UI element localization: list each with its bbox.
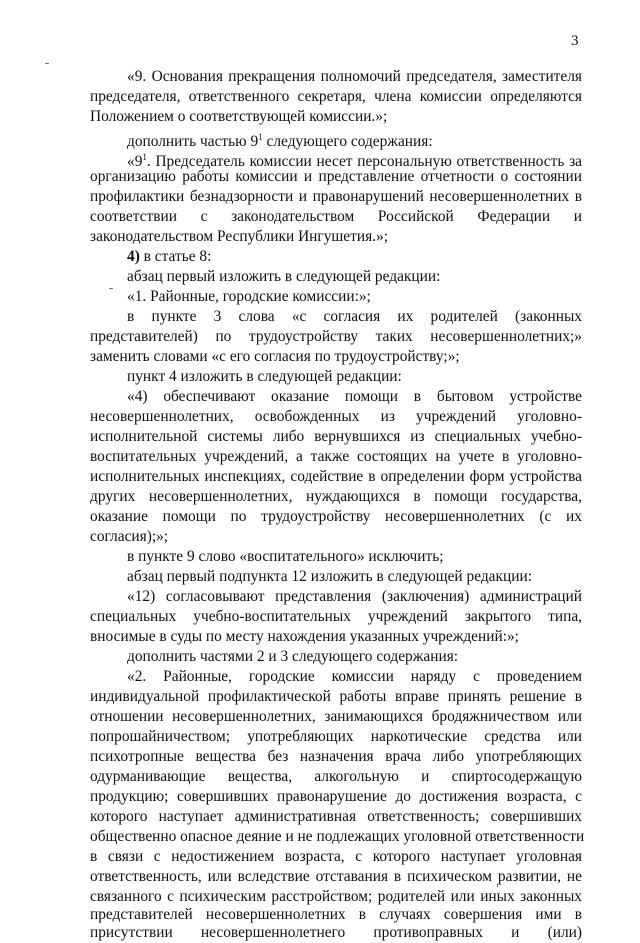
document-line	[90, 867, 582, 887]
document-line	[90, 923, 582, 943]
document-line	[90, 447, 582, 467]
line-text-continuation: в статье 8:	[139, 248, 212, 265]
document-line	[127, 307, 582, 327]
line-text: исполнительной системы либо вернувшихся из специальных учебно-	[90, 428, 582, 445]
line-text: «1. Районные, городские комиссии:»;	[127, 288, 371, 305]
document-line	[90, 107, 582, 127]
line-text: оказание помощи по трудоустройству несовершеннолетних (с их	[90, 508, 582, 525]
line-text: абзац первый изложить в следующей редакции:	[127, 268, 441, 285]
document-line	[90, 427, 582, 447]
line-text: других несовершеннолетних, нуждающихся в помощи государства,	[90, 488, 582, 505]
document-line	[127, 127, 582, 150]
document-line	[127, 667, 582, 687]
superscript-text: 1	[258, 132, 263, 142]
line-text: профилактики безнадзорности и правонарушений несовершеннолетних в	[90, 188, 582, 205]
line-text: «2. Районные, городские комиссии наряду с проведением	[127, 668, 582, 685]
line-text: представителей) по трудоустройству таких несовершеннолетних;»	[90, 328, 582, 345]
document-line	[90, 687, 582, 707]
line-text: в пункте 3 слова «с согласия их родителей (законных	[127, 308, 582, 325]
document-line	[90, 627, 582, 647]
line-text: отношении несовершеннолетних, занимающихся бродяжничеством или	[90, 708, 582, 725]
line-text: общественно опасное деяние и не подлежащих уголовной ответственности	[90, 828, 585, 845]
document-line	[127, 67, 582, 87]
document-line	[127, 387, 582, 407]
document-line	[90, 905, 582, 925]
page-number: 3	[571, 33, 579, 49]
line-text: психотропные вещества без назначения врача либо употребляющих	[90, 748, 582, 765]
document-line	[90, 807, 582, 827]
document-line	[90, 487, 582, 507]
line-text-continuation: следующего содержания:	[262, 133, 433, 150]
document-line	[90, 787, 582, 807]
document-line	[127, 267, 582, 287]
line-text: в пункте 9 слово «воспитательного» исключить;	[127, 548, 444, 565]
line-text: вносимые в суды по месту нахождения указанных учреждений:»;	[90, 628, 519, 645]
superscript-text: 1	[142, 152, 147, 162]
document-line	[127, 647, 582, 667]
line-text: «9. Основания прекращения полномочий председателя, заместителя	[127, 68, 582, 85]
line-text: индивидуальной профилактической работы вправе принять решение в	[90, 688, 582, 705]
document-line	[90, 827, 585, 847]
line-text: Положением о соответствующей комиссии.»;	[90, 108, 388, 125]
line-text: абзац первый подпункта 12 изложить в следующей редакции:	[127, 568, 532, 585]
document-line	[90, 747, 582, 767]
document-line	[127, 367, 582, 387]
line-text: исполнительных инспекциях, содействие в определении форм устройства	[90, 468, 582, 485]
document-line	[127, 567, 582, 587]
line-text: дополнить частью 9	[127, 133, 259, 150]
line-text: представителей несовершеннолетних в случаях совершения ими в	[90, 906, 582, 923]
line-text: присутствии несовершеннолетнего противоправных и (или)	[90, 924, 582, 941]
line-text: «12) согласовывают представления (заключения) администраций	[127, 588, 582, 605]
document-line	[90, 347, 582, 367]
line-text: соответствии с законодательством Российской Федерации и	[90, 208, 582, 225]
line-text: ответственность, или вследствие отставания в психическом развитии, не	[90, 868, 582, 885]
line-text: пункт 4 изложить в следующей редакции:	[127, 368, 402, 385]
line-text: законодательством Республики Ингушетия.»;	[90, 228, 388, 245]
line-text: председателя, ответственного секретаря, члена комиссии определяются	[90, 88, 582, 105]
document-line	[127, 147, 582, 170]
line-text: специальных учебно-воспитательных учреждений закрытого типа,	[90, 608, 582, 625]
line-text: связанного с психическим расстройством; родителей или иных законных	[90, 888, 582, 905]
document-line	[127, 547, 582, 567]
document-line	[127, 587, 582, 607]
line-text: «4) обеспечивают оказание помощи в бытовом устройстве	[127, 388, 582, 405]
document-line	[90, 527, 582, 547]
document-line	[90, 187, 582, 207]
line-text: согласия);»;	[90, 528, 169, 545]
line-text: продукцию; совершивших правонарушение до достижения возраста, с	[90, 788, 582, 805]
document-line	[90, 607, 582, 627]
document-line	[90, 507, 582, 527]
scan-mark	[109, 288, 113, 289]
document-line	[127, 247, 582, 267]
line-text-continuation: . Председатель комиссии несет персональную ответственность за	[146, 153, 582, 170]
line-text: организацию работы комиссии и представление отчетности о состоянии	[90, 168, 582, 185]
document-line	[90, 727, 582, 747]
line-text: заменить словами «с его согласия по трудоустройству;»;	[90, 348, 460, 365]
document-line	[90, 407, 582, 427]
line-text: одурманивающие вещества, алкогольную и спиртосодержащую	[90, 768, 582, 785]
document-line	[90, 227, 582, 247]
line-text: дополнить частями 2 и 3 следующего содержания:	[127, 648, 459, 665]
document-line	[90, 167, 582, 187]
document-line	[90, 887, 582, 907]
line-text: попрошайничеством; употребляющих наркотические средства или	[90, 728, 582, 745]
line-text: несовершеннолетних, освобожденных из учреждений уголовно-	[90, 408, 582, 425]
line-text: которого наступает административная ответственность; совершивших	[90, 808, 582, 825]
document-line	[90, 467, 582, 487]
document-line	[127, 287, 582, 307]
document-line	[90, 327, 582, 347]
document-line	[90, 767, 582, 787]
document-line	[90, 207, 582, 227]
document-line	[90, 847, 582, 867]
bold-text: 4)	[127, 248, 140, 265]
line-text: «9	[127, 153, 143, 170]
document-line	[90, 87, 582, 107]
document-line	[90, 707, 582, 727]
line-text: воспитательных учреждений, а также состоящих на учете в уголовно-	[90, 448, 582, 465]
scan-mark	[45, 63, 49, 64]
line-text: в связи с недостижением возраста, с которого наступает уголовная	[90, 848, 582, 865]
